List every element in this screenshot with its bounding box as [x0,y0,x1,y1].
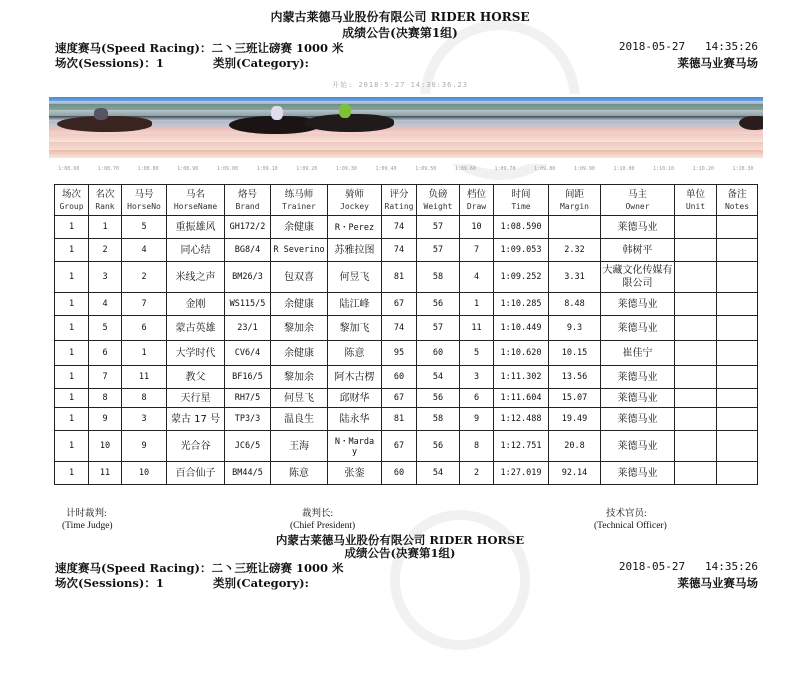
cell-weight: 58 [417,408,460,431]
tick-label: 1:08.70 [97,166,120,172]
cell-group: 1 [55,366,89,389]
tick-label: 1:10.10 [653,166,675,172]
col-header-group: 场次 Group [55,185,89,216]
col-header-horseno: 马号 HorseNo [122,185,167,216]
cell-weight: 56 [417,389,460,408]
cell-horse-name: 金刚 [167,293,225,316]
cell-draw: 3 [460,366,494,389]
cell-horse-no: 9 [122,431,167,462]
cell-rank: 3 [89,262,122,293]
cell-notes [717,462,758,485]
cell-rank: 6 [89,341,122,366]
cell-horse-name: 教父 [167,366,225,389]
cell-horse-name: 天行星 [167,389,225,408]
col-header-horsename: 马名 HorseName [167,185,225,216]
cell-jockey: R・Perez [328,216,382,239]
cell-rank: 7 [89,366,122,389]
cell-horse-no: 7 [122,293,167,316]
page2-company-title: 内蒙古莱德马业股份有限公司 RIDER HORSE [275,533,525,547]
cell-unit [675,462,717,485]
tick-label: 1:09.00 [216,166,238,172]
cell-horse-name: 蒙古 17 号 [167,408,225,431]
race-label: 速度赛马(Speed Racing)：二丶三班让磅赛 1000 米 [55,41,344,55]
table-header-row [55,185,758,216]
cell-trainer: R Severino [271,239,328,262]
cell-trainer: 余健康 [271,341,328,366]
cell-weight: 56 [417,293,460,316]
cell-horse-name: 米线之声 [167,262,225,293]
table-row [55,341,758,366]
cell-margin: 9.3 [549,316,601,341]
cell-group: 1 [55,316,89,341]
tick-label: 1:08.60 [58,166,80,172]
col-header-rank: 名次 Rank [89,185,122,216]
cell-jockey: 陆江峰 [328,293,382,316]
results-table [54,184,758,485]
cell-weight: 57 [417,316,460,341]
cell-time: 1:10.449 [494,316,549,341]
cell-horse-name: 蒙古英雄 [167,316,225,341]
cell-horse-no: 11 [122,366,167,389]
cell-time: 1:12.751 [494,431,549,462]
table-row [55,216,758,239]
cell-weight: 54 [417,462,460,485]
cell-time: 1:10.620 [494,341,549,366]
cell-notes [717,316,758,341]
cell-unit [675,408,717,431]
cell-rating: 74 [382,216,417,239]
cell-group: 1 [55,262,89,293]
time-judge-label-en: (Time Judge) [62,521,113,531]
table-row [55,316,758,341]
cell-brand: BM26/3 [225,262,271,293]
cell-weight: 56 [417,431,460,462]
cell-owner: 大藏文化传媒有限公司 [601,262,675,293]
sessions-label: 场次(Sessions)：1 [55,56,164,70]
cell-horse-no: 6 [122,316,167,341]
col-header-owner: 马主 Owner [601,185,675,216]
cell-group: 1 [55,239,89,262]
cell-rank: 4 [89,293,122,316]
col-header-rating: 评分 Rating [382,185,417,216]
company-title: 内蒙古莱德马业股份有限公司 RIDER HORSE [270,10,530,24]
cell-brand: TP3/3 [225,408,271,431]
cell-weight: 57 [417,216,460,239]
horse-figure [739,116,763,130]
cell-jockey: 张銮 [328,462,382,485]
cell-horse-name: 重振雄风 [167,216,225,239]
table-row [55,239,758,262]
cell-owner: 莱德马业 [601,408,675,431]
col-header-notes: 备注 Notes [717,185,758,216]
cell-margin: 15.07 [549,389,601,408]
cell-brand: RH7/5 [225,389,271,408]
cell-brand: BG8/4 [225,239,271,262]
cell-trainer: 王海 [271,431,328,462]
cell-owner: 莱德马业 [601,293,675,316]
cell-trainer: 余健康 [271,216,328,239]
cell-jockey: 何昱飞 [328,262,382,293]
cell-trainer: 包双喜 [271,262,328,293]
cell-jockey: 黎加飞 [328,316,382,341]
cell-rating: 67 [382,293,417,316]
cell-owner: 莱德马业 [601,389,675,408]
col-header-margin: 间距 Margin [549,185,601,216]
jockey-figure [94,108,108,120]
col-header-weight: 负磅 Weight [417,185,460,216]
cell-horse-no: 10 [122,462,167,485]
cell-unit [675,316,717,341]
watermark [364,484,555,675]
cell-horse-name: 大学时代 [167,341,225,366]
table-row [55,408,758,431]
cell-weight: 60 [417,341,460,366]
cell-draw: 8 [460,431,494,462]
cell-rank: 1 [89,216,122,239]
jockey-figure [271,106,283,120]
cell-brand: JC6/5 [225,431,271,462]
cell-brand: 23/1 [225,316,271,341]
cell-margin: 92.14 [549,462,601,485]
cell-rating: 67 [382,389,417,408]
cell-notes [717,216,758,239]
table-row [55,431,758,462]
cell-trainer: 温良生 [271,408,328,431]
cell-time: 1:09.252 [494,262,549,293]
cell-draw: 10 [460,216,494,239]
cell-brand: WS115/5 [225,293,271,316]
cell-group: 1 [55,408,89,431]
tick-label: 1:09.70 [494,166,516,172]
cell-notes [717,341,758,366]
cell-time: 1:09.053 [494,239,549,262]
cell-trainer: 陈意 [271,462,328,485]
cell-jockey: 陈意 [328,341,382,366]
cell-weight: 54 [417,366,460,389]
cell-horse-no: 1 [122,341,167,366]
cell-brand: BF16/5 [225,366,271,389]
cell-jockey: 陆永华 [328,408,382,431]
cell-owner: 莱德马业 [601,366,675,389]
cell-time: 1:08.590 [494,216,549,239]
page2-category-label: 类别(Category): [213,576,309,590]
tick-label: 1:09.90 [573,166,595,172]
cell-owner: 莱德马业 [601,431,675,462]
cell-unit [675,293,717,316]
cell-draw: 4 [460,262,494,293]
report-datetime: 2018-05-27 14:35:26 [618,40,758,53]
cell-time: 1:11.604 [494,389,549,408]
cell-rating: 67 [382,431,417,462]
chief-president-signature [290,508,355,532]
announcement-title: 成绩公告(决赛第1组) [342,26,458,40]
cell-margin [549,216,601,239]
table-row [55,462,758,485]
cell-margin: 13.56 [549,366,601,389]
tick-label: 1:10.30 [732,166,754,172]
cell-unit [675,389,717,408]
cell-horse-name: 百合仙子 [167,462,225,485]
page2-race-label: 速度赛马(Speed Racing)：二丶三班让磅赛 1000 米 [55,561,344,575]
photo-finish-image [49,94,763,164]
col-header-trainer: 练马师 Trainer [271,185,328,216]
cell-margin: 19.49 [549,408,601,431]
cell-rank: 9 [89,408,122,431]
chief-president-label-cn: 裁判长: [302,509,334,519]
cell-unit [675,366,717,389]
cell-margin: 20.8 [549,431,601,462]
cell-rating: 95 [382,341,417,366]
cell-trainer: 何昱飞 [271,389,328,408]
cell-margin: 10.15 [549,341,601,366]
table-row [55,293,758,316]
cell-draw: 1 [460,293,494,316]
page2-sessions-label: 场次(Sessions)：1 [55,576,164,590]
cell-rating: 60 [382,366,417,389]
cell-rating: 60 [382,462,417,485]
cell-unit [675,216,717,239]
cell-draw: 2 [460,462,494,485]
page2-announcement-title: 成绩公告(决赛第1组) [344,546,456,560]
cell-rank: 8 [89,389,122,408]
cell-group: 1 [55,341,89,366]
cell-weight: 58 [417,262,460,293]
cell-group: 1 [55,216,89,239]
table-row [55,366,758,389]
col-header-brand: 烙号 Brand [225,185,271,216]
cell-notes [717,431,758,462]
cell-margin: 3.31 [549,262,601,293]
cell-jockey: 邱财华 [328,389,382,408]
cell-time: 1:11.302 [494,366,549,389]
cell-margin: 8.48 [549,293,601,316]
cell-group: 1 [55,462,89,485]
tick-label: 1:09.80 [534,166,556,172]
table-row [55,389,758,408]
cell-notes [717,408,758,431]
tick-label: 1:09.60 [454,166,476,172]
cell-draw: 7 [460,239,494,262]
photo-time-ticks [49,166,763,176]
table-row [55,262,758,293]
cell-notes [717,366,758,389]
page2-report-datetime: 2018-05-27 14:35:26 [618,560,758,573]
cell-owner: 莱德马业 [601,462,675,485]
time-judge-signature [62,508,113,532]
cell-horse-no: 2 [122,262,167,293]
tick-label: 1:10.00 [613,166,635,172]
col-header-unit: 单位 Unit [675,185,717,216]
cell-brand: CV6/4 [225,341,271,366]
cell-trainer: 余健康 [271,293,328,316]
tick-label: 1:09.40 [375,166,397,172]
cell-time: 1:27.019 [494,462,549,485]
cell-notes [717,293,758,316]
page2-venue-name: 莱德马业赛马场 [677,576,758,590]
cell-jockey: N・Marday [328,431,382,462]
cell-group: 1 [55,389,89,408]
cell-owner: 崔佳宁 [601,341,675,366]
cell-rank: 2 [89,239,122,262]
chief-president-label-en: (Chief President) [290,521,356,531]
cell-rank: 10 [89,431,122,462]
tick-label: 1:10.20 [692,166,714,172]
cell-unit [675,341,717,366]
cell-brand: GH172/2 [225,216,271,239]
col-header-jockey: 骑师 Jockey [328,185,382,216]
col-header-time: 时间 Time [494,185,549,216]
col-header-draw: 档位 Draw [460,185,494,216]
cell-trainer: 黎加余 [271,316,328,341]
technical-officer-label-cn: 技术官员: [606,509,647,519]
cell-trainer: 黎加余 [271,366,328,389]
cell-horse-no: 4 [122,239,167,262]
cell-notes [717,239,758,262]
cell-draw: 11 [460,316,494,341]
cell-time: 1:12.488 [494,408,549,431]
cell-horse-name: 光合谷 [167,431,225,462]
cell-rating: 81 [382,262,417,293]
cell-jockey: 阿木古楞 [328,366,382,389]
cell-rank: 11 [89,462,122,485]
cell-unit [675,262,717,293]
cell-time: 1:10.285 [494,293,549,316]
cell-group: 1 [55,293,89,316]
venue-name: 莱德马业赛马场 [677,56,758,70]
tick-label: 1:09.30 [335,166,357,172]
photo-start-time: 开始: 2018-5-27 14:30:36.23 [332,81,468,89]
cell-horse-no: 3 [122,408,167,431]
jockey-figure [339,104,351,118]
cell-notes [717,262,758,293]
cell-horse-name: 同心结 [167,239,225,262]
tick-label: 1:09.50 [415,166,437,172]
cell-notes [717,389,758,408]
time-judge-label-cn: 计时裁判: [66,509,107,519]
cell-weight: 57 [417,239,460,262]
cell-group: 1 [55,431,89,462]
cell-brand: BM44/5 [225,462,271,485]
tick-label: 1:09.10 [256,166,278,172]
technical-officer-label-en: (Technical Officer) [594,521,667,531]
cell-owner: 莱德马业 [601,316,675,341]
cell-margin: 2.32 [549,239,601,262]
tick-label: 1:08.80 [137,166,159,172]
cell-rating: 74 [382,316,417,341]
category-label: 类别(Category): [213,56,309,70]
technical-officer-signature [594,508,667,532]
cell-rating: 74 [382,239,417,262]
tick-label: 1:08.90 [177,166,199,172]
cell-draw: 5 [460,341,494,366]
cell-owner: 莱德马业 [601,216,675,239]
cell-unit [675,239,717,262]
cell-rating: 81 [382,408,417,431]
cell-draw: 9 [460,408,494,431]
cell-horse-no: 8 [122,389,167,408]
cell-horse-no: 5 [122,216,167,239]
tick-label: 1:09.20 [296,166,318,172]
cell-unit [675,431,717,462]
cell-draw: 6 [460,389,494,408]
cell-owner: 韩树平 [601,239,675,262]
cell-jockey: 苏雅拉图 [328,239,382,262]
cell-rank: 5 [89,316,122,341]
